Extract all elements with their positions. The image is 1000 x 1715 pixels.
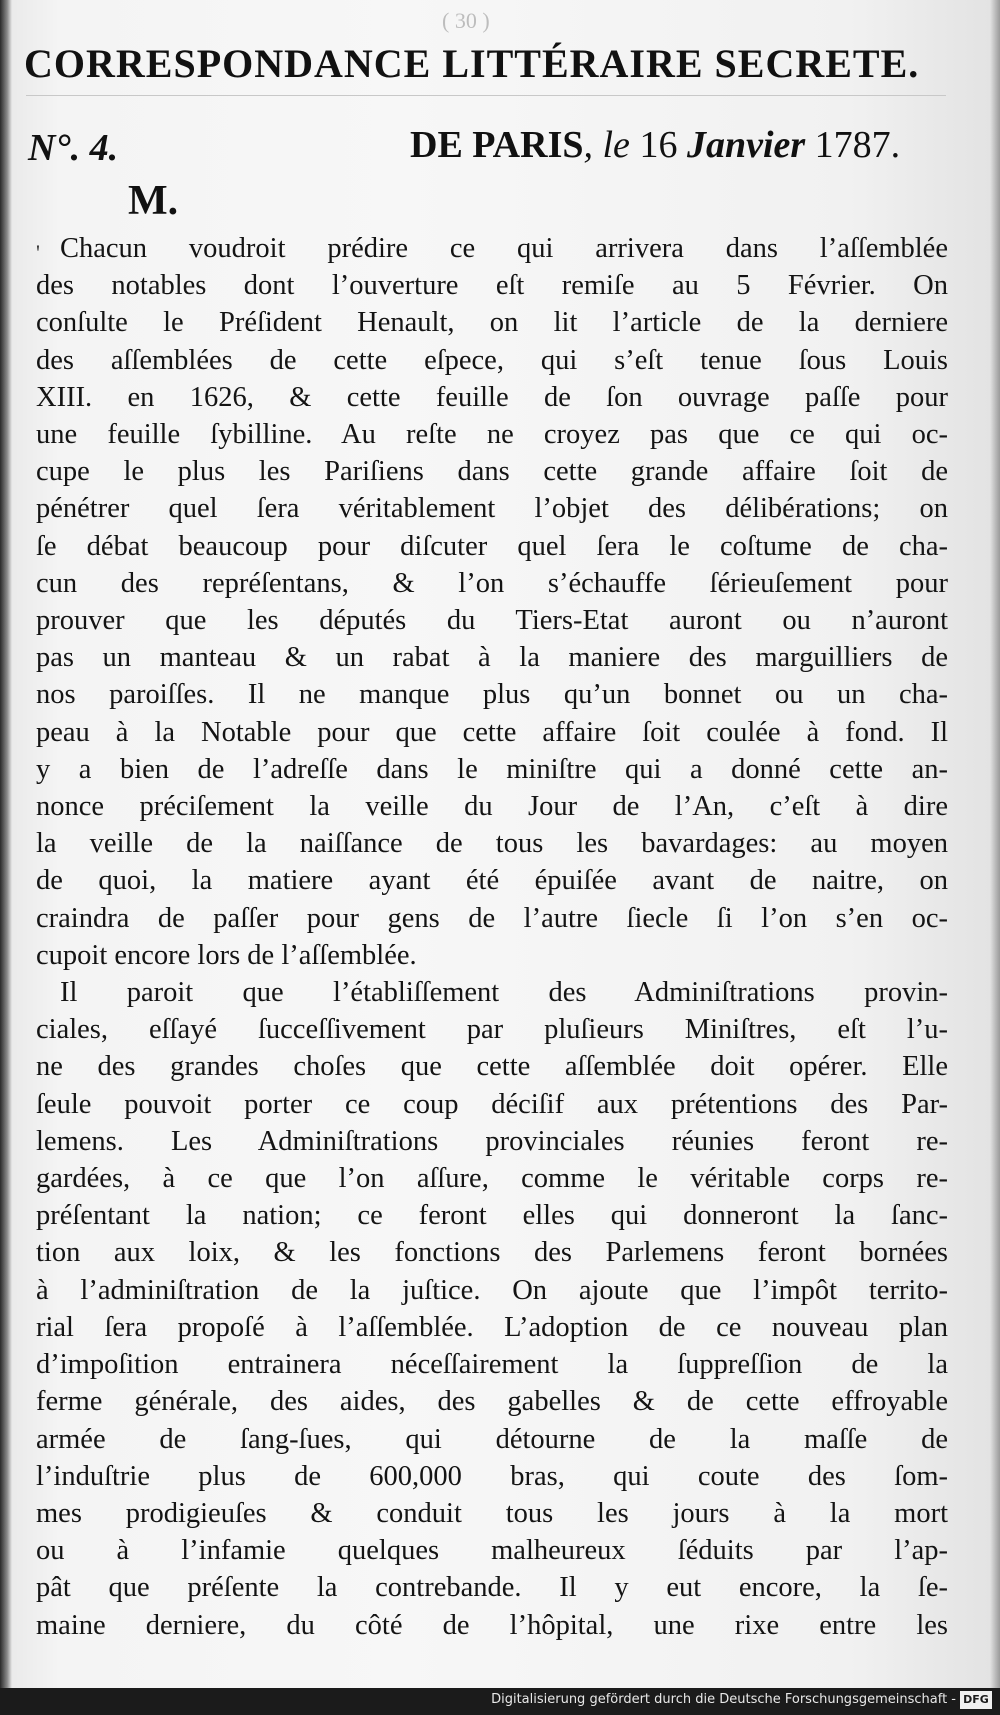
text-line: nos paroiſſes. Il ne manque plus qu’un bonnet ou un cha-	[36, 679, 948, 711]
text-line: nonce préciſement la veille du Jour de l’An, c’eſt à dire	[36, 791, 948, 823]
text-line: pénétrer quel ſera véritablement l’objet des délibérations; on	[36, 493, 948, 525]
text-line: armée de ſang-ſues, qui détourne de la maſſe de	[36, 1423, 948, 1455]
text-line: pas un manteau & un rabat à la maniere des marguilliers de	[36, 642, 948, 674]
dateline	[410, 123, 950, 167]
text-line: peau à la Notable pour que cette affaire ſoit coulée à fond. Il	[36, 716, 948, 748]
text-line: pât que préſente la contrebande. Il y eut encore, la ſe-	[36, 1572, 948, 1604]
text-line: XIII. en 1626, & cette feuille de ſon ouvrage paſſe pour	[36, 381, 948, 413]
text-line: d’impoſition entrainera néceſſairement la ſuppreſſion de la	[36, 1349, 948, 1381]
dateline-city: DE PARIS	[410, 124, 584, 166]
text-line: préſentant la nation; ce feront elles qui donneront la ſanc-	[36, 1200, 948, 1232]
text-line: y a bien de l’adreſſe dans le miniſtre qui a donné cette an-	[36, 753, 948, 785]
text-line: prouver que les députés du Tiers-Etat auront ou n’auront	[36, 605, 948, 637]
digitization-credit: Digitalisierung gefördert durch die Deutsche Forschungsgemeinschaft -	[491, 1692, 956, 1707]
text-line: rial ſera propoſé à l’aſſemblée. L’adoption de ce nouveau plan	[36, 1311, 948, 1343]
dateline-le: , le	[583, 124, 630, 166]
text-line: ſe débat beaucoup pour diſcuter quel ſera le coſtume de cha-	[36, 530, 948, 562]
text-line: Chacun voudroit prédire ce qui arrivera dans l’aſſemblée	[60, 233, 948, 264]
text-line: ſeule pouvoit porter ce coup déciſif aux prétentions des Par-	[36, 1088, 948, 1120]
publication-title: CORRESPONDANCE LITTÉRAIRE SECRETE.	[24, 41, 920, 86]
letter-body	[36, 230, 948, 1644]
opening-quote-mark: '	[36, 240, 40, 265]
text-line: gardées, à ce que l’on aſſure, comme le véritable corps re-	[36, 1163, 948, 1195]
dateline-year: 1787.	[814, 124, 901, 166]
text-line: la veille de la naiſſance de tous les bavardages: au moyen	[36, 828, 948, 860]
text-line: de quoi, la matiere ayant été épuiſée avant de naitre, on	[36, 865, 948, 897]
text-line: cun des repréſentans, & l’on s’échauffe ſérieuſement pour	[36, 567, 948, 599]
title-rule	[26, 95, 946, 96]
page-binding-shadow	[0, 0, 12, 1715]
text-line: cupoit encore lors de l’aſſemblée.	[36, 939, 417, 971]
text-line: ciales, eſſayé ſucceſſivement par pluſieurs Miniſtres, eſt l’u-	[36, 1014, 948, 1046]
text-line: ne des grandes choſes que cette aſſemblée doit opérer. Elle	[36, 1051, 948, 1083]
text-line: tion aux loix, & les fonctions des Parlemens feront bornées	[36, 1237, 948, 1269]
dateline-day: 16	[639, 124, 678, 166]
text-line: ou à l’infamie quelques malheureux ſéduits par l’ap-	[36, 1535, 948, 1567]
page-number: ( 30 )	[442, 8, 490, 33]
salutation: M.	[128, 178, 179, 224]
text-line: des notables dont l’ouverture eſt remiſe au 5 Février. On	[36, 270, 948, 302]
issue-number: N°. 4.	[28, 127, 119, 169]
text-line: lemens. Les Adminiſtrations provinciales réunies feront re-	[36, 1125, 948, 1157]
dateline-month: Janvier	[686, 124, 806, 166]
text-line: cupe le plus les Pariſiens dans cette grande affaire ſoit de	[36, 456, 948, 488]
text-line: une feuille ſybilline. Au reſte ne croyez pas que ce qui oc-	[36, 419, 948, 451]
text-line: des aſſemblées de cette eſpece, qui s’eſt tenue ſous Louis	[36, 344, 948, 376]
text-line: maine derniere, du côté de l’hôpital, une rixe entre les	[36, 1609, 948, 1641]
dfg-logo: DFG	[960, 1691, 992, 1709]
text-line: ferme générale, des aides, des gabelles & de cette effroyable	[36, 1386, 948, 1418]
page-edge	[990, 0, 1000, 1715]
text-line: conſulte le Préſident Henault, on lit l’article de la derniere	[36, 307, 948, 339]
text-line: mes prodigieuſes & conduit tous les jours à la mort	[36, 1497, 948, 1529]
text-line: l’induſtrie plus de 600,000 bras, qui coute des ſom-	[36, 1460, 948, 1492]
text-line: craindra de paſſer pour gens de l’autre ſiecle ſi l’on s’en oc-	[36, 902, 948, 934]
text-line: Il paroit que l’établiſſement des Adminiſtrations provin-	[60, 977, 948, 1009]
text-line: à l’adminiſtration de la juſtice. On ajoute que l’impôt territo-	[36, 1274, 948, 1306]
